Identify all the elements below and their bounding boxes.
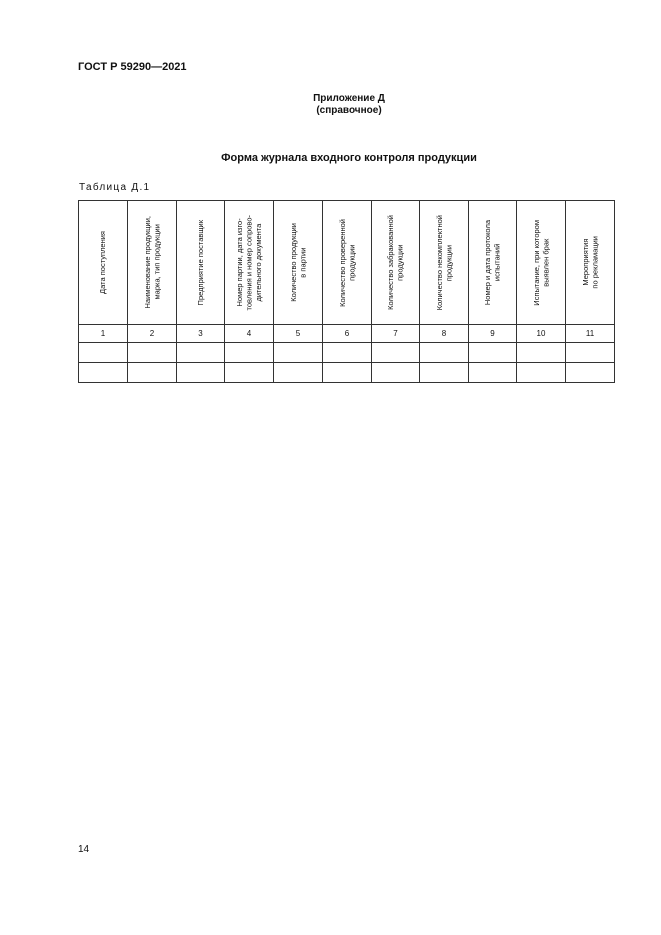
header-text: Предприятие поставщик [195, 219, 205, 306]
column-number: 3 [177, 325, 225, 343]
header-cell [469, 201, 517, 325]
header-cell [79, 201, 128, 325]
empty-cell [225, 343, 274, 363]
column-number: 10 [517, 325, 566, 343]
column-number-row [79, 325, 615, 343]
header-cell [128, 201, 177, 325]
header-text: Количество некомплектной продукции [434, 214, 453, 311]
header-cell [177, 201, 225, 325]
empty-cell [469, 363, 517, 383]
empty-cell [469, 343, 517, 363]
header-cell [566, 201, 615, 325]
header-cell [323, 201, 372, 325]
appendix-title: Приложение Д [313, 93, 385, 104]
header-cell [225, 201, 274, 325]
empty-cell [177, 363, 225, 383]
header-cell [274, 201, 323, 325]
header-text: Номер и дата протокола испытаний [483, 219, 502, 306]
empty-cell [274, 343, 323, 363]
empty-cell [517, 343, 566, 363]
empty-cell [372, 363, 420, 383]
column-number: 6 [323, 325, 372, 343]
header-text: Номер партии, дата изго- товления и номер сопрово- дительного документа [234, 214, 263, 311]
table-row [79, 343, 615, 363]
empty-cell [566, 343, 615, 363]
column-number: 9 [469, 325, 517, 343]
document-header: ГОСТ Р 59290—2021 [78, 61, 187, 73]
empty-cell [566, 363, 615, 383]
column-number: 4 [225, 325, 274, 343]
header-text: Количество забракованной продукции [386, 215, 405, 310]
empty-cell [372, 343, 420, 363]
header-text: Наименование продукции, марка, тип продукции [142, 216, 161, 309]
empty-cell [517, 363, 566, 383]
empty-cell [420, 363, 469, 383]
column-number: 11 [566, 325, 615, 343]
table-header-row [79, 201, 615, 325]
column-number: 2 [128, 325, 177, 343]
header-text: Мероприятия по рекламации [580, 236, 599, 289]
header-cell [372, 201, 420, 325]
header-cell [420, 201, 469, 325]
header-text: Количество проверенной продукции [337, 218, 356, 307]
header-text: Количество продукции в партии [288, 223, 307, 302]
header-text: Испытание, при котором выявлен брак [531, 219, 550, 306]
journal-table [78, 200, 615, 383]
empty-cell [323, 343, 372, 363]
column-number: 5 [274, 325, 323, 343]
page-number: 14 [78, 844, 90, 855]
appendix-heading [0, 93, 661, 117]
empty-cell [323, 363, 372, 383]
empty-cell [128, 363, 177, 383]
header-text: Дата поступления [98, 231, 108, 294]
form-title: Форма журнала входного контроля продукции [221, 152, 477, 164]
column-number: 1 [79, 325, 128, 343]
header-cell [517, 201, 566, 325]
appendix-subtitle: (справочное) [316, 105, 382, 116]
table-row [79, 363, 615, 383]
empty-cell [225, 363, 274, 383]
empty-cell [79, 363, 128, 383]
empty-cell [128, 343, 177, 363]
empty-cell [274, 363, 323, 383]
empty-cell [177, 343, 225, 363]
empty-cell [420, 343, 469, 363]
column-number: 7 [372, 325, 420, 343]
empty-cell [79, 343, 128, 363]
table-label: Таблица Д.1 [79, 182, 151, 193]
column-number: 8 [420, 325, 469, 343]
